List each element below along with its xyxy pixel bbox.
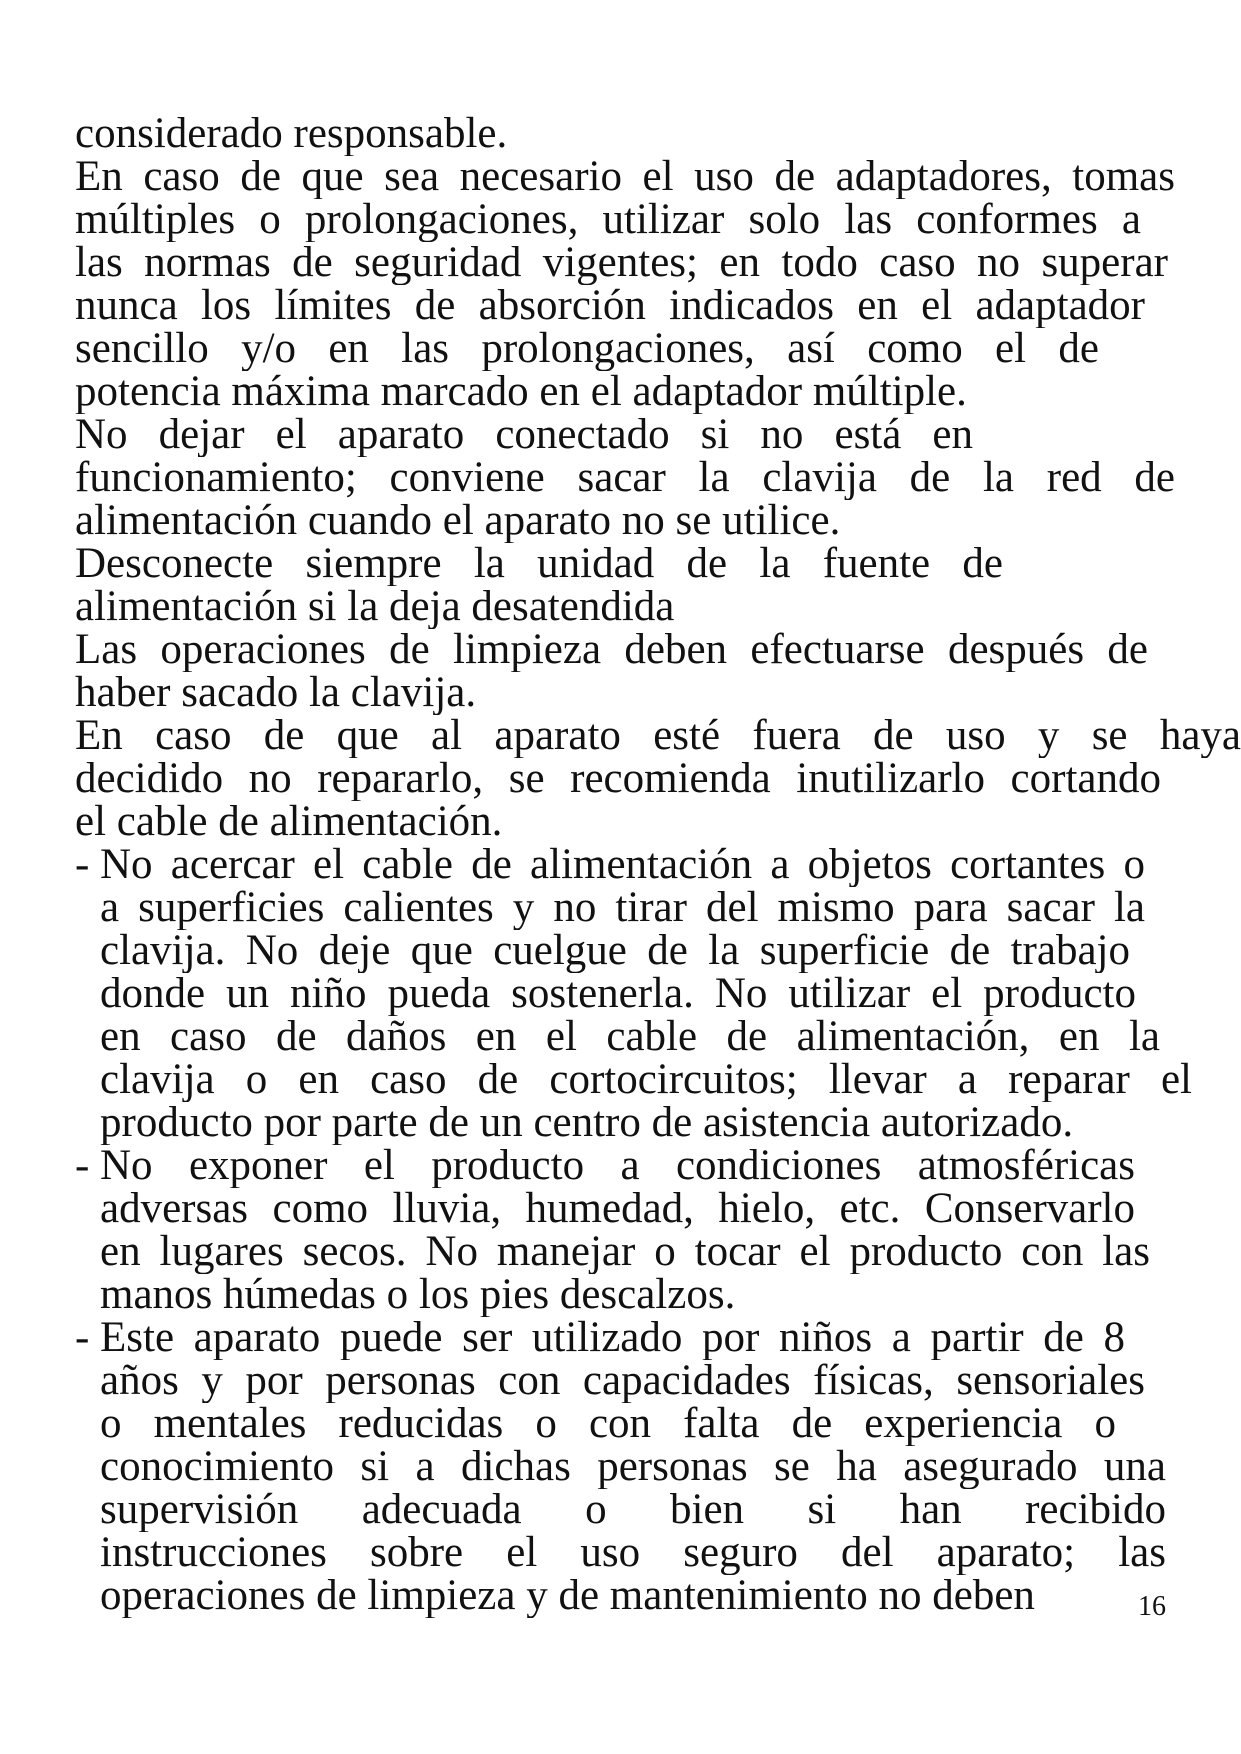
text-line: Desconecte siempre la unidad de la fuente de — [75, 542, 1003, 586]
text-line: potencia máxima marcado en el adaptador múltiple. — [75, 370, 967, 414]
list-item-line: operaciones de limpieza y de mantenimiento no deben — [100, 1574, 1035, 1618]
list-item-line: instrucciones sobre el uso seguro del aparato; las — [100, 1531, 1166, 1575]
list-bullet: - — [75, 1144, 90, 1188]
list-item-line: adversas como lluvia, humedad, hielo, etc. Conservarlo — [100, 1187, 1135, 1231]
list-item-line: clavija. No deje que cuelgue de la superficie de trabajo — [100, 929, 1130, 973]
list-item-line: donde un niño pueda sostenerla. No utilizar el producto — [100, 972, 1136, 1016]
list-bullet: - — [75, 843, 90, 887]
list-bullet: - — [75, 1316, 90, 1360]
text-line: múltiples o prolongaciones, utilizar solo las conformes a — [75, 198, 1141, 242]
page-number: 16 — [1138, 1591, 1166, 1622]
list-item-line: o mentales reducidas o con falta de experiencia o — [100, 1402, 1116, 1446]
text-line: alimentación cuando el aparato no se utilice. — [75, 499, 841, 543]
text-line: Las operaciones de limpieza deben efectuarse después de — [75, 628, 1148, 672]
list-item-line: a superficies calientes y no tirar del mismo para sacar la — [100, 886, 1145, 930]
text-line: las normas de seguridad vigentes; en todo caso no superar — [75, 241, 1168, 285]
list-item-line: supervisión adecuada o bien si han recibido — [100, 1488, 1166, 1532]
text-line: el cable de alimentación. — [75, 800, 503, 844]
text-line: nunca los límites de absorción indicados en el adaptador — [75, 284, 1145, 328]
list-item-line: en lugares secos. No manejar o tocar el producto con las — [100, 1230, 1150, 1274]
list-item-line: No exponer el producto a condiciones atmosféricas — [100, 1144, 1135, 1188]
list-item-line: clavija o en caso de cortocircuitos; llevar a reparar el — [100, 1058, 1192, 1102]
text-line: funcionamiento; conviene sacar la clavija de la red de — [75, 456, 1175, 500]
text-line: decidido no repararlo, se recomienda inutilizarlo cortando — [75, 757, 1161, 801]
list-item-line: No acercar el cable de alimentación a objetos cortantes o — [100, 843, 1145, 887]
list-item-line: manos húmedas o los pies descalzos. — [100, 1273, 736, 1317]
text-line: haber sacado la clavija. — [75, 671, 477, 715]
text-line: En caso de que al aparato esté fuera de uso y se haya — [75, 714, 1241, 758]
text-line: alimentación si la deja desatendida — [75, 585, 675, 629]
text-line: sencillo y/o en las prolongaciones, así como el de — [75, 327, 1099, 371]
text-line: En caso de que sea necesario el uso de adaptadores, tomas — [75, 155, 1175, 199]
list-item-line: conocimiento si a dichas personas se ha asegurado una — [100, 1445, 1166, 1489]
list-item-line: producto por parte de un centro de asistencia autorizado. — [100, 1101, 1074, 1145]
list-item-line: en caso de daños en el cable de alimentación, en la — [100, 1015, 1160, 1059]
list-item-line: Este aparato puede ser utilizado por niños a partir de 8 — [100, 1316, 1125, 1360]
text-line: No dejar el aparato conectado si no está en — [75, 413, 973, 457]
list-item-line: años y por personas con capacidades físicas, sensoriales — [100, 1359, 1145, 1403]
text-line: considerado responsable. — [75, 112, 508, 156]
